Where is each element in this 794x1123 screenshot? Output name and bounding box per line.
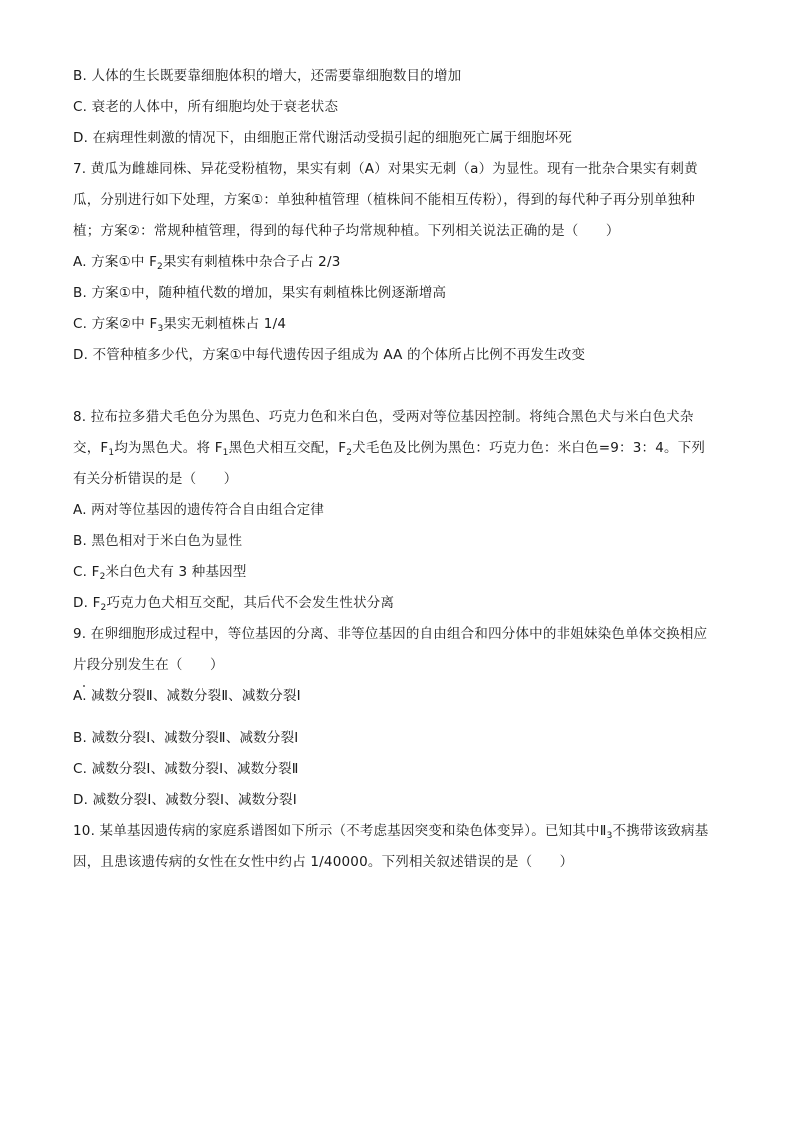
text-segment: 果实无刺植株占 1/4 (163, 316, 287, 332)
subscript: 2 (346, 448, 353, 458)
question-10-line-1 (73, 822, 708, 845)
option-d-q6: D. 在病理性刺激的情况下，由细胞正常代谢活动受损引起的细胞死亡属于细胞坏死 (73, 130, 573, 146)
text-segment: 米白色犬有 3 种基因型 (105, 564, 247, 580)
question-7-line-2: 瓜，分别进行如下处理，方案①：单独种植管理（植株间不能相互传粉），得到的每代种子再分别单独种 (73, 192, 696, 208)
option-c-q6: C. 衰老的人体中，所有细胞均处于衰老状态 (73, 99, 339, 115)
text-segment: 10. 某单基因遗传病的家庭系谱图如下所示（不考虑基因突变和染色体变异）。已知其中Ⅱ (73, 823, 607, 839)
subscript: 3 (606, 831, 613, 841)
stray-mark (83, 685, 85, 687)
text-segment: C. F (73, 564, 100, 580)
option-d-q7: D. 不管种植多少代，方案①中每代遗传因子组成为 AA 的个体所占比例不再发生改变 (73, 347, 586, 363)
question-9-line-2: 片段分别发生在（ ） (73, 657, 224, 673)
text-segment: 均为黑色犬。将 F (114, 440, 223, 456)
option-b-q9: B. 减数分裂Ⅰ、减数分裂Ⅱ、减数分裂Ⅰ (73, 730, 299, 746)
subscript: 2 (100, 603, 107, 613)
subscript: 1 (108, 448, 115, 458)
option-d-q9: D. 减数分裂Ⅰ、减数分裂Ⅰ、减数分裂Ⅰ (73, 792, 297, 808)
option-b-q8: B. 黑色相对于米白色为显性 (73, 533, 243, 549)
option-a-q7 (73, 253, 341, 276)
question-8-line-3: 有关分析错误的是（ ） (73, 471, 238, 487)
subscript: 3 (157, 324, 164, 334)
option-c-q9: C. 减数分裂Ⅰ、减数分裂Ⅰ、减数分裂Ⅱ (73, 761, 299, 777)
text-segment: A. 方案①中 F (73, 254, 158, 270)
question-7-line-1: 7. 黄瓜为雌雄同株、异花受粉植物，果实有刺（A）对果实无刺（a）为显性。现有一批杂合果实有刺黄 (73, 161, 698, 177)
option-b-q6: B. 人体的生长既要靠细胞体积的增大，还需要靠细胞数目的增加 (73, 68, 462, 84)
question-7-line-3: 植；方案②：常规种植管理，得到的每代种子均常规种植。下列相关说法正确的是（ ） (73, 223, 620, 239)
question-8-line-1: 8. 拉布拉多猎犬毛色分为黑色、巧克力色和米白色，受两对等位基因控制。将纯合黑色犬与米白色犬杂 (73, 409, 694, 425)
text-segment: C. 方案②中 F (73, 316, 158, 332)
text-segment: 不携带该致病基 (612, 823, 709, 839)
subscript: 2 (99, 572, 106, 582)
option-a-q8: A. 两对等位基因的遗传符合自由组合定律 (73, 502, 325, 518)
text-segment: 犬毛色及比例为黑色：巧克力色：米白色=9：3：4。下列 (352, 440, 706, 456)
text-segment: 巧克力色犬相互交配，其后代不会发生性状分离 (106, 595, 395, 611)
option-d-q8 (73, 594, 394, 617)
question-10-line-2: 因，且患该遗传病的女性在女性中约占 1/40000。下列相关叙述错误的是（ ） (73, 854, 574, 870)
subscript: 1 (222, 448, 229, 458)
question-9-line-1: 9. 在卵细胞形成过程中，等位基因的分离、非等位基因的自由组合和四分体中的非姐妹染色单体交换相应 (73, 626, 708, 642)
text-segment: 果实有刺植株中杂合子占 2/3 (162, 254, 341, 270)
option-c-q8 (73, 563, 247, 586)
subscript: 2 (157, 262, 163, 272)
question-8-line-2 (73, 439, 705, 462)
text-segment: 交，F (73, 440, 109, 456)
option-c-q7 (73, 315, 286, 338)
text-segment: D. F (73, 595, 101, 611)
option-b-q7: B. 方案①中，随种植代数的增加，果实有刺植株比例逐渐增高 (73, 285, 447, 301)
option-a-q9: A. 减数分裂Ⅱ、减数分裂Ⅱ、减数分裂Ⅰ (73, 688, 301, 704)
text-segment: 黑色犬相互交配，F (228, 440, 347, 456)
